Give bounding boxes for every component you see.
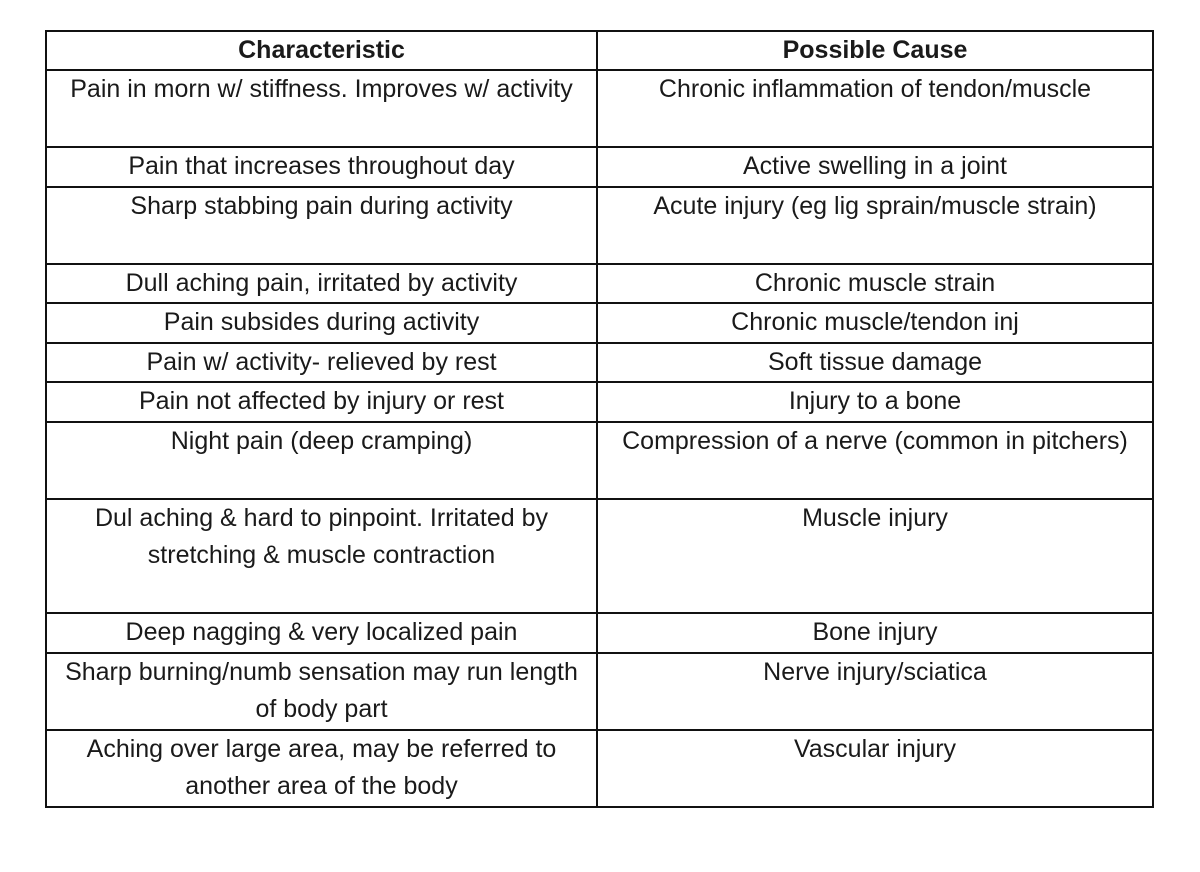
- table-row: [46, 499, 1153, 614]
- characteristic-cell: Pain subsides during activity: [46, 303, 597, 343]
- characteristic-cell: Night pain (deep cramping): [46, 422, 597, 499]
- possible-cause-cell: Injury to a bone: [597, 382, 1153, 422]
- table-header-row: [46, 31, 1153, 70]
- possible-cause-cell: Compression of a nerve (common in pitchers): [597, 422, 1153, 499]
- table-row: [46, 147, 1153, 187]
- table-row: [46, 187, 1153, 264]
- table-row: [46, 730, 1153, 807]
- possible-cause-cell: Chronic inflammation of tendon/muscle: [597, 70, 1153, 147]
- characteristic-cell: Dull aching pain, irritated by activity: [46, 264, 597, 304]
- characteristic-cell: Pain not affected by injury or rest: [46, 382, 597, 422]
- possible-cause-cell: Vascular injury: [597, 730, 1153, 807]
- column-header-possible-cause: Possible Cause: [597, 31, 1153, 70]
- table-row: [46, 343, 1153, 383]
- characteristic-cell: Pain that increases throughout day: [46, 147, 597, 187]
- table-row: [46, 422, 1153, 499]
- characteristic-cell: Pain in morn w/ stiffness. Improves w/ activity: [46, 70, 597, 147]
- pain-characteristics-table: [45, 30, 1154, 808]
- characteristic-cell: Pain w/ activity- relieved by rest: [46, 343, 597, 383]
- characteristic-cell: Deep nagging & very localized pain: [46, 613, 597, 653]
- possible-cause-cell: Bone injury: [597, 613, 1153, 653]
- table-row: [46, 653, 1153, 730]
- table-row: [46, 382, 1153, 422]
- table-row: [46, 303, 1153, 343]
- characteristic-cell: Sharp stabbing pain during activity: [46, 187, 597, 264]
- pain-characteristics-table-container: [45, 30, 1152, 808]
- table-row: [46, 70, 1153, 147]
- possible-cause-cell: Soft tissue damage: [597, 343, 1153, 383]
- table-row: [46, 264, 1153, 304]
- characteristic-cell: Dul aching & hard to pinpoint. Irritated by stretching & muscle contraction: [46, 499, 597, 614]
- possible-cause-cell: Acute injury (eg lig sprain/muscle strain): [597, 187, 1153, 264]
- characteristic-cell: Sharp burning/numb sensation may run length of body part: [46, 653, 597, 730]
- column-header-characteristic: Characteristic: [46, 31, 597, 70]
- possible-cause-cell: Nerve injury/sciatica: [597, 653, 1153, 730]
- possible-cause-cell: Chronic muscle/tendon inj: [597, 303, 1153, 343]
- possible-cause-cell: Chronic muscle strain: [597, 264, 1153, 304]
- table-row: [46, 613, 1153, 653]
- possible-cause-cell: Active swelling in a joint: [597, 147, 1153, 187]
- characteristic-cell: Aching over large area, may be referred to another area of the body: [46, 730, 597, 807]
- possible-cause-cell: Muscle injury: [597, 499, 1153, 614]
